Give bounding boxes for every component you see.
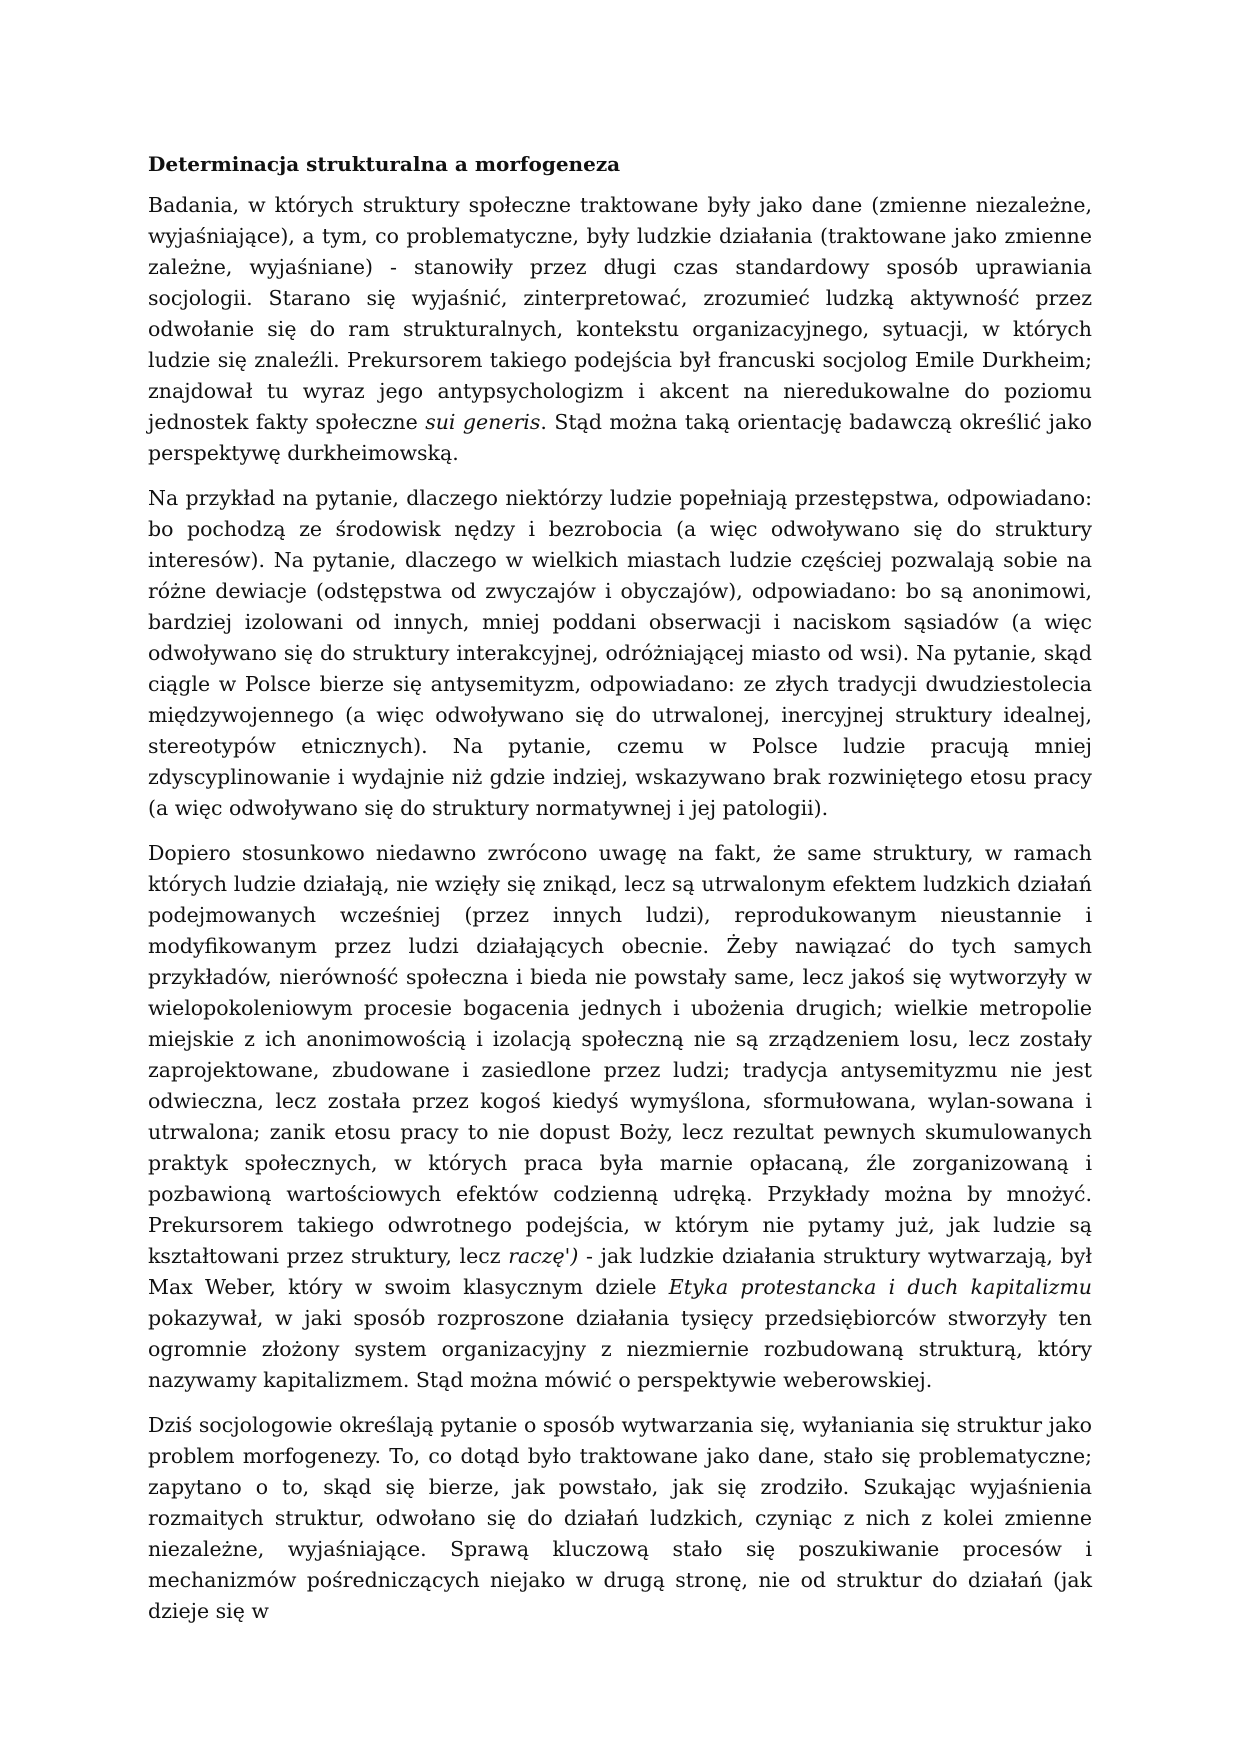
paragraph-3-book-title: Etyka protestancka i duch kapitalizmu [668, 1275, 1092, 1299]
paragraph-1-text-c: . Stąd można taką orientację badawczą określić jako perspektywę durkheimowską. [148, 410, 1093, 465]
paragraph-3-text-a: Dopiero stosunkowo niedawno zwrócono uwagę na fakt, że same struktury, w ramach których ludzie działają, nie wzięły się znikąd, lecz są utrwalonym efektem ludzkich działań podejmowanych wcześniej (przez innych ludzi), reprodukowanym nieustannie i modyfikowanym przez ludzi działających obecnie. Żeby nawiązać do tych samych przykładów, nierówność społeczna i bieda nie powstały same, lecz jakoś się wytworzyły w wielopokoleniowym procesie bogacenia jednych i ubożenia drugich; wielkie metropolie miejskie z ich anonimowością i izolacją społeczną nie są zrządzeniem losu, lecz zostały zaprojektowane, zbudowane i zasiedlone przez ludzi; tradycja antysemityzmu nie jest odwieczna, lecz została przez kogoś kiedyś wymyślona, sformułowana, wylan-sowana i utrwalona; zanik etosu pracy to nie dopust Boży, lecz rezultat pewnych skumulowanych praktyk społecznych, w których praca była marnie opłacaną, źle zorganizowaną i pozbawioną wartościowych efektów codzienną udręką. Przykłady można by mnożyć. Prekursorem takiego odwrotnego podejścia, w którym nie pytamy już, jak ludzie są kształtowani przez struktury, lecz [148, 841, 1092, 1268]
document-title: Determinacja strukturalna a morfogeneza [148, 152, 621, 176]
paragraph-4: Dziś socjologowie określają pytanie o sposób wytwarzania się, wyłaniania się struktur jako problem morfogenezy. To, co dotąd było traktowane jako dane, stało się problematyczne; zapytano o to, skąd się bierze, jak powstało, jak się zrodziło. Szukając wyjaśnienia rozmaitych struktur, odwołano się do działań ludzkich, czyniąc z nich z kolei zmienne niezależne, wyjaśniające. Sprawą kluczową stało się poszukiwanie procesów i mechanizmów pośredniczących niejako w drugą stronę, nie od struktur do działań (jak dzieje się w [148, 1413, 1092, 1623]
paragraph-3 [148, 838, 1092, 1396]
paragraph-3-text-c: - jak ludzkie działania struktury wytwarzają, był Max Weber, który w swoim klasycznym dziele [148, 1244, 1093, 1299]
paragraph-1-italic-term: sui generis [425, 410, 541, 434]
paragraph-2: Na przykład na pytanie, dlaczego niektórzy ludzie popełniają przestępstwa, odpowiadano: bo pochodzą ze środowisk nędzy i bezrobocia (a więc odwoływano się do struktury interesów). Na pytanie, dlaczego w wielkich miastach ludzie częściej pozwalają sobie na różne dewiacje (odstępstwa od zwyczajów i obyczajów), odpowiadano: bo są anonimowi, bardziej izolowani od innych, mniej poddani obserwacji i naciskom sąsiadów (a więc odwoływano się do struktury interakcyjnej, odróżniającej miasto od wsi). Na pytanie, skąd ciągle w Polsce bierze się antysemityzm, odpowiadano: ze złych tradycji dwudziestolecia międzywojennego (a więc odwoływano się do utrwalonej, inercyjnej struktury idealnej, stereotypów etnicznych). Na pytanie, czemu w Polsce ludzie pracują mniej zdyscyplinowanie i wydajnie niż gdzie indziej, wskazywano brak rozwiniętego etosu pracy (a więc odwoływano się do struktury normatywnej i jej patologii). [148, 486, 1092, 820]
paragraph-3-text-e: pokazywał, w jaki sposób rozproszone działania tysięcy przedsiębiorców stworzyły ten ogromnie złożony system organizacyjny z niezmiernie rozbudowaną strukturą, który nazywamy kapitalizmem. Stąd można mówić o perspektywie weberowskiej. [148, 1306, 1092, 1392]
paragraph-3-italic-word: raczę') [508, 1244, 579, 1268]
document-page [148, 138, 1092, 1627]
paragraph-1-text-a: Badania, w których struktury społeczne traktowane były jako dane (zmienne niezależne, wyjaśniające), a tym, co problematyczne, były ludzkie działania (traktowane jako zmienne zależne, wyjaśniane) - stanowiły przez długi czas standardowy sposób uprawiania socjologii. Starano się wyjaśnić, zinterpretować, zrozumieć ludzką aktywność przez odwołanie się do ram strukturalnych, kontekstu organizacyjnego, sytuacji, w których ludzie się znaleźli. Prekursorem takiego podejścia był francuski socjolog Emile Durkheim; znajdował tu wyraz jego antypsychologizm i akcent na nieredukowalne do poziomu jednostek fakty społeczne [148, 193, 1092, 434]
paragraph-1 [148, 190, 1092, 469]
